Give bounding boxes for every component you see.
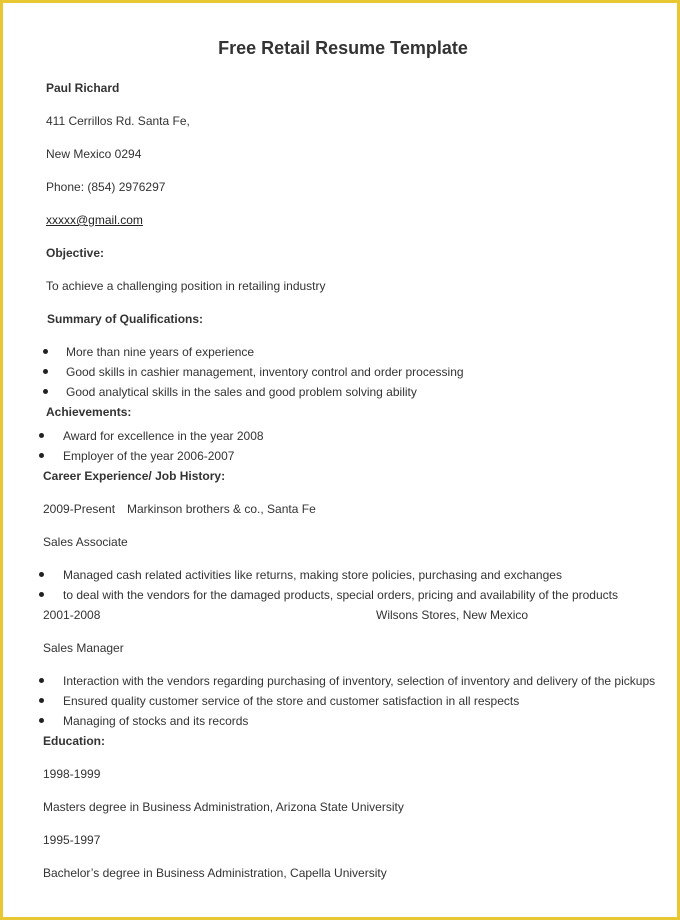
phone-number: Phone: (854) 2976297 [46,180,166,194]
achievements-heading: Achievements: [46,405,132,419]
job-role: Sales Associate [43,535,128,549]
job-duty: Ensured quality customer service of the store and customer satisfaction in all respects [63,694,520,708]
education-period: 1998-1999 [43,767,101,781]
address-line-2: New Mexico 0294 [46,147,142,161]
bullet-icon [39,592,44,597]
education-degree: Bachelor’s degree in Business Administration, Capella University [43,866,387,880]
education-period: 1995-1997 [43,833,101,847]
objective-text: To achieve a challenging position in retailing industry [46,279,326,293]
job-period: 2001-2008 [43,608,101,622]
objective-heading: Objective: [46,246,105,260]
achievement-item: Award for excellence in the year 2008 [63,429,264,443]
job-company: Wilsons Stores, New Mexico [376,608,529,622]
job-duty: Managing of stocks and its records [63,714,249,728]
qualification-item: Good skills in cashier management, inventory control and order processing [66,365,464,379]
job-period: 2009-Present [43,502,116,516]
qualifications-heading: Summary of Qualifications: [47,312,204,326]
bullet-icon [43,349,48,354]
job-duty: Interaction with the vendors regarding purchasing of inventory, selection of inventory and delivery of the pickups [63,674,656,688]
bullet-icon [39,433,44,438]
job-duty: Managed cash related activities like returns, making store policies, purchasing and exchanges [63,568,562,582]
achievement-item: Employer of the year 2006-2007 [63,449,235,463]
bullet-icon [39,698,44,703]
education-heading: Education: [43,734,105,748]
job-duty: to deal with the vendors for the damaged products, special orders, pricing and availability of the products [63,588,618,602]
candidate-name: Paul Richard [46,81,120,95]
email-link[interactable]: xxxxx@gmail.com [46,213,143,227]
address-line-1: 411 Cerrillos Rd. Santa Fe, [46,114,190,128]
bullet-icon [43,389,48,394]
page-title: Free Retail Resume Template [218,38,468,58]
job-company: Markinson brothers & co., Santa Fe [127,502,316,516]
bullet-icon [39,718,44,723]
bullet-icon [39,453,44,458]
job-role: Sales Manager [43,641,124,655]
qualification-item: More than nine years of experience [66,345,255,359]
bullet-icon [39,572,44,577]
qualification-item: Good analytical skills in the sales and good problem solving ability [66,385,417,399]
bullet-icon [39,678,44,683]
bullet-icon [43,369,48,374]
career-heading: Career Experience/ Job History: [43,469,226,483]
education-degree: Masters degree in Business Administration, Arizona State University [43,800,404,814]
